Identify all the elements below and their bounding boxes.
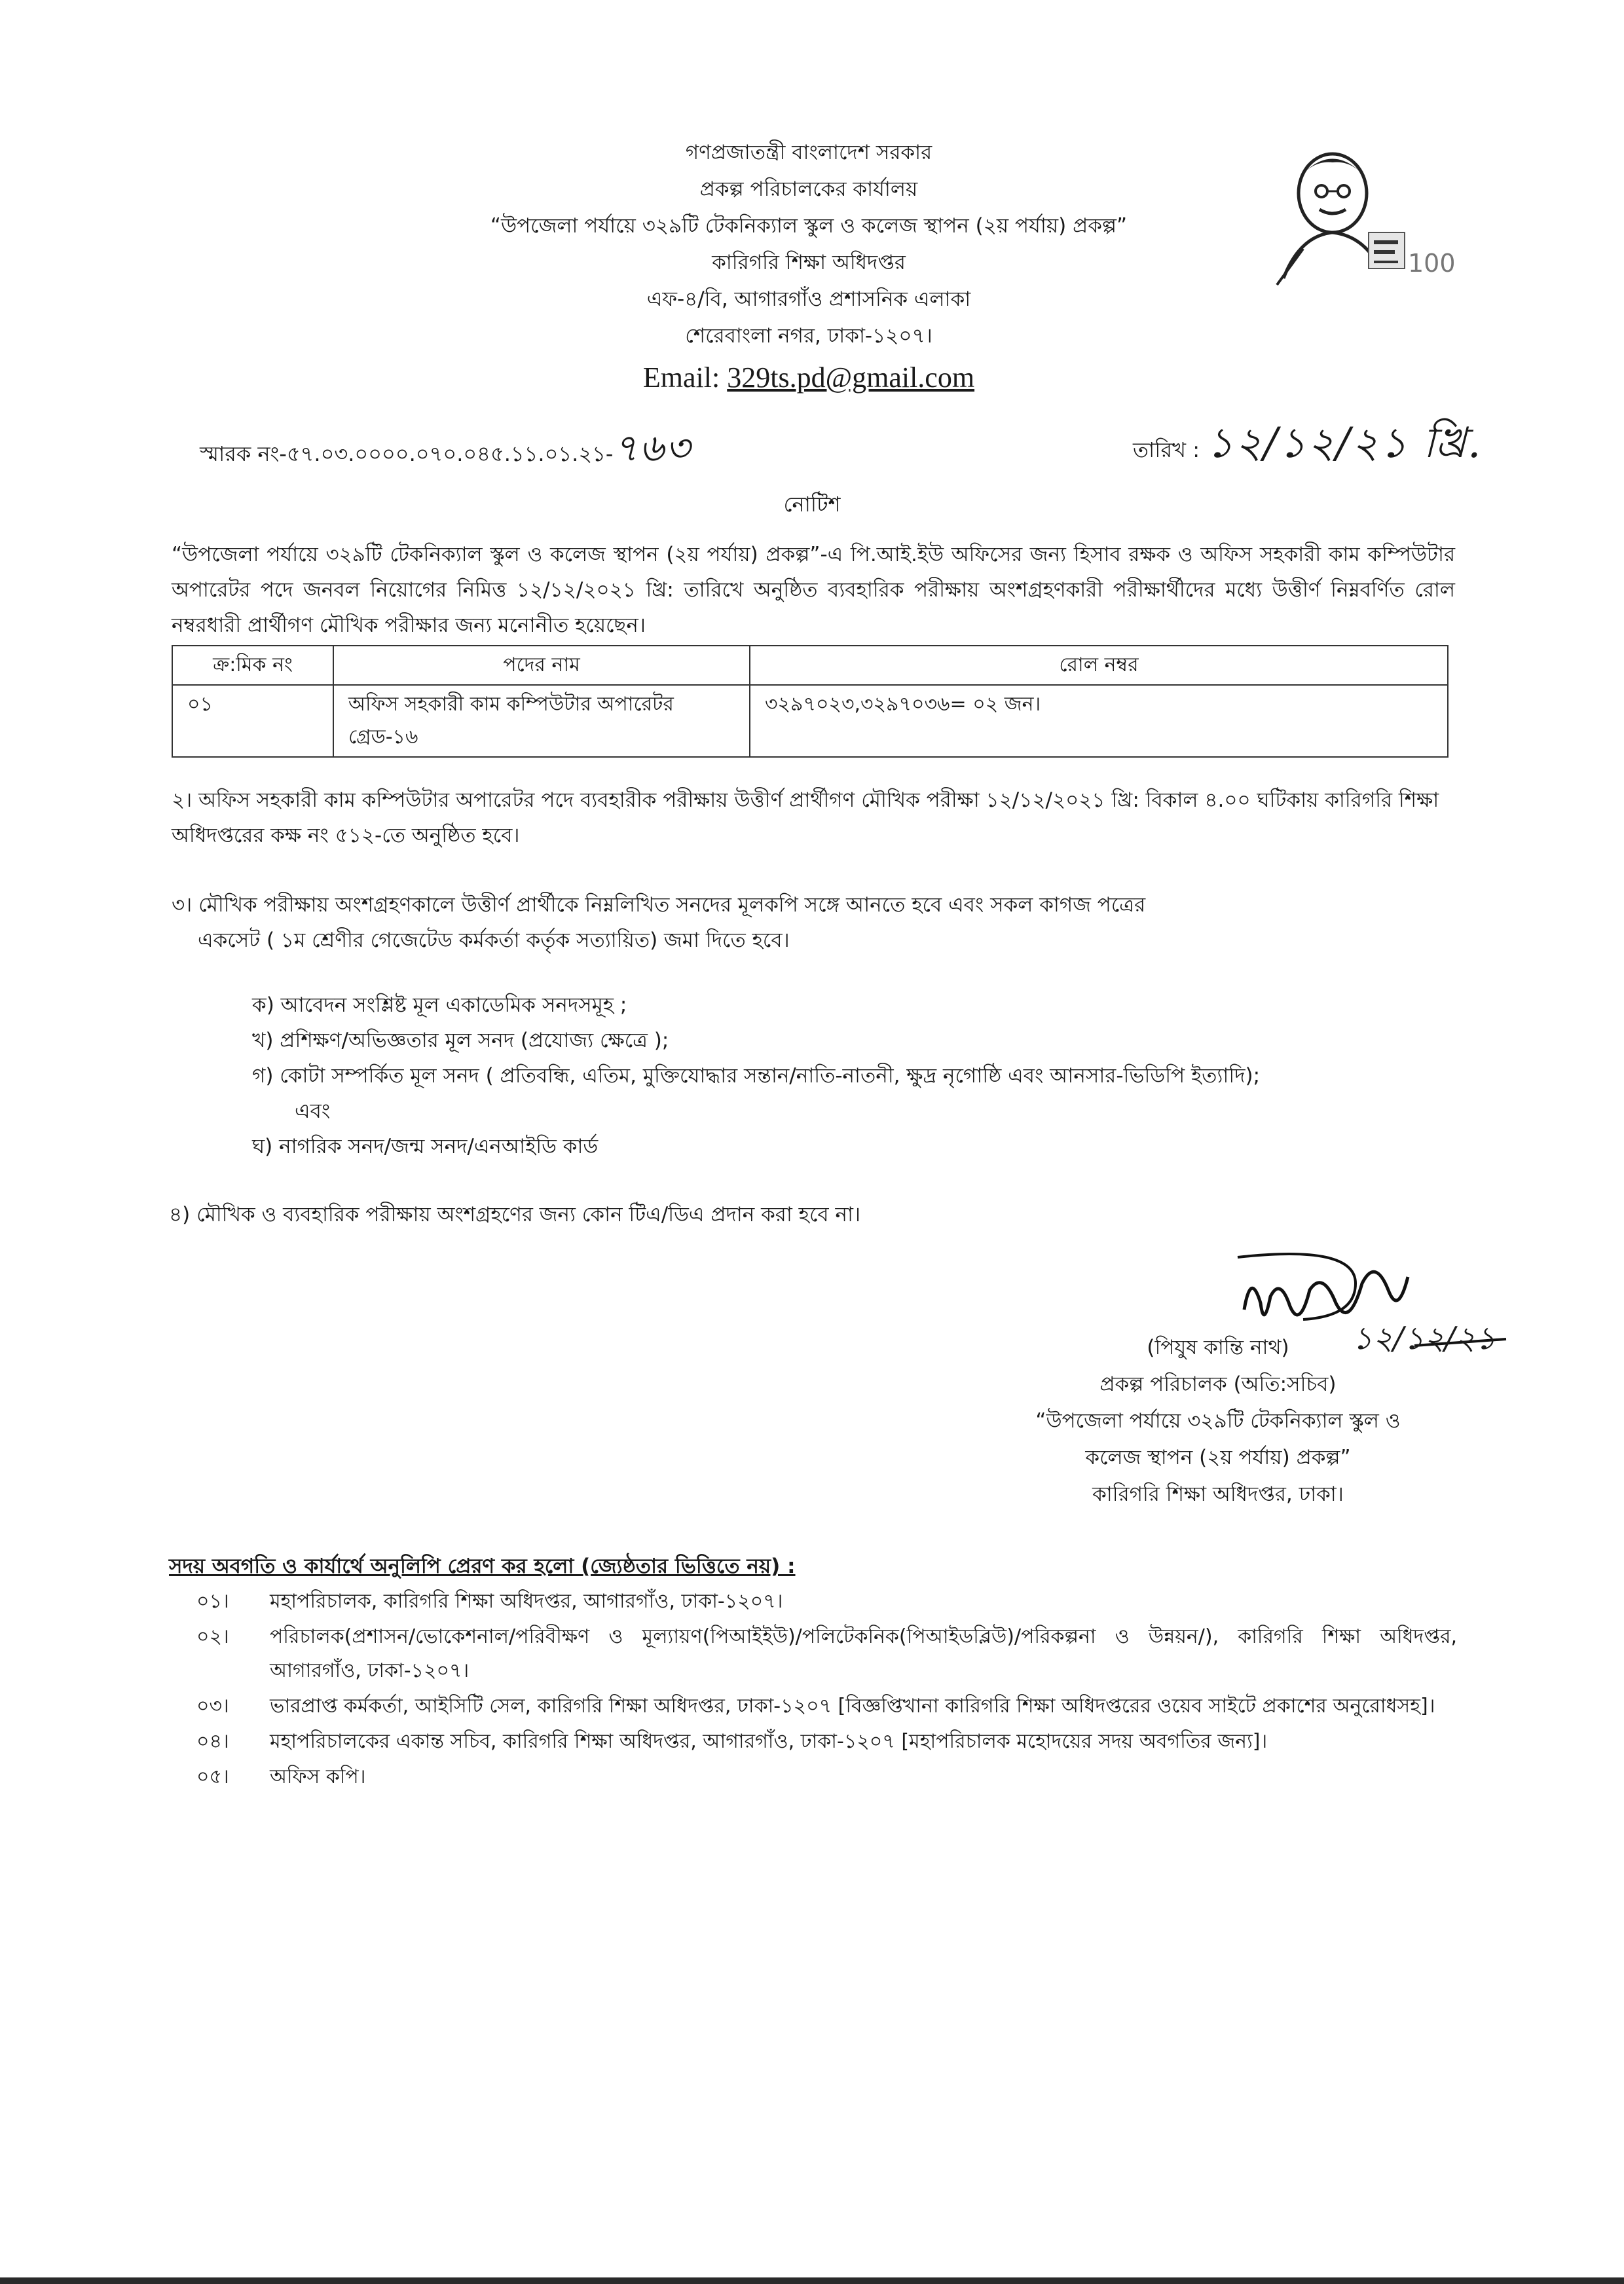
contact-email xyxy=(367,357,1251,399)
mujib-borsho-logo-icon xyxy=(1264,138,1456,288)
no-allowance-paragraph: ৪) মৌখিক ও ব্যবহারিক পরীক্ষায় অংশগ্রহণের জন্য কোন টিএ/ডিএ প্রদান করা হবে না। xyxy=(169,1203,861,1226)
selected-candidates-table xyxy=(172,645,1449,758)
copy-distribution-heading: সদয় অবগতি ও কার্যার্থে অনুলিপি প্রেরণ কর হলো (জ্যেষ্ঠতার ভিত্তিতে নয়) : xyxy=(169,1555,796,1578)
letterhead-line-address: এফ-৪/বি, আগারগাঁও প্রশাসনিক এলাকা xyxy=(646,287,971,311)
letterhead-line-project: “উপজেলা পর্যায়ে ৩২৯টি টেকনিক্যাল স্কুল ও কলেজ স্থাপন (২য় পর্যায়) প্রকল্প” xyxy=(490,214,1128,238)
letterhead-line-govt: গণপ্রজাতন্ত্রী বাংলাদেশ সরকার xyxy=(685,141,932,164)
signatory-org-line: “উপজেলা পর্যায়ে ৩২৯টি টেকনিক্যাল স্কুল ও xyxy=(1035,1409,1401,1433)
documents-instruction-paragraph xyxy=(172,887,1455,958)
list-item-text: খ) প্রশিক্ষণ/অভিজ্ঞতার মূল সনদ (প্রযোজ্য ক্ষেত্রে ); xyxy=(252,1029,669,1052)
signatory-name: (পিযুষ কান্তি নাথ) xyxy=(1147,1336,1289,1359)
list-item-number: ০১। xyxy=(196,1590,229,1613)
signatory-org-line: কারিগরি শিক্ষা অধিদপ্তর, ঢাকা। xyxy=(1092,1483,1344,1506)
letterhead xyxy=(367,134,1251,399)
letterhead-line-city: শেরেবাংলা নগর, ঢাকা-১২০৭। xyxy=(685,324,932,348)
list-item-text: পরিচালক(প্রশাসন/ভোকেশনাল/পরিবীক্ষণ ও মূল্যায়ণ(পিআইইউ)/পলিটেকনিক(পিআইডব্লিউ)/পরিকল্পনা ও উন্নয়ন/), কারিগরি শিক্ষা অধিদপ্তর, আগারগাঁও, ঢাকা-১২০৭। xyxy=(270,1625,1457,1682)
list-item-text: মহাপরিচালক, কারিগরি শিক্ষা অধিদপ্তর, আগারগাঁও, ঢাকা-১২০৭। xyxy=(270,1590,783,1613)
list-item xyxy=(252,1129,1464,1164)
cell-serial: ০১ xyxy=(172,685,333,757)
list-item xyxy=(196,1760,1457,1794)
list-item-text: অফিস কপি। xyxy=(270,1765,366,1788)
list-item-number: ০৩। xyxy=(196,1695,229,1718)
list-item-number: ০৫। xyxy=(196,1765,229,1788)
list-item-continuation: এবং xyxy=(295,1099,331,1123)
documents-instruction-continuation: একসেট ( ১ম শ্রেণীর গেজেটেড কর্মকর্তা কর্তৃক সত্যায়িত) জমা দিতে হবে। xyxy=(198,929,790,952)
post-grade: গ্রেড-১৬ xyxy=(348,726,418,748)
email-label: Email: xyxy=(642,361,720,394)
letterhead-line-office: প্রকল্প পরিচালকের কার্যালয় xyxy=(699,177,918,201)
list-item xyxy=(252,1023,1464,1058)
date-handwritten-value: ১২/১২/২১ খ্রি. xyxy=(1206,419,1483,468)
copy-distribution-list xyxy=(196,1585,1457,1796)
documents-instruction-line: ৩। মৌখিক পরীক্ষায় অংশগ্রহণকালে উত্তীর্ণ প্রার্থীকে নিম্নলিখিত সনদের মূলকপি সঙ্গে আনতে হবে এবং সকল কাগজ পত্রের xyxy=(172,893,1146,917)
list-item xyxy=(196,1689,1457,1723)
email-address-link[interactable]: 329ts.pd@gmail.com xyxy=(727,361,975,394)
page-bottom-edge xyxy=(0,2277,1624,2284)
list-item xyxy=(196,1585,1457,1619)
signatory-title: প্রকল্প পরিচালক (অতি:সচিব) xyxy=(1099,1372,1337,1396)
svg-text:100: 100 xyxy=(1408,249,1456,278)
memo-handwritten-number: ৭৬৩ xyxy=(613,426,692,470)
signature-block xyxy=(969,1320,1496,1513)
list-item xyxy=(196,1725,1457,1759)
exam-schedule-paragraph: ২। অফিস সহকারী কাম কম্পিউটার অপারেটর পদে ব্যবহারীক পরীক্ষায় উত্তীর্ণ প্রার্থীগণ মৌখিক পরীক্ষা ১২/১২/২০২১ খ্রি: বিকাল ৪.০০ ঘটিকায় কারিগরি শিক্ষা অধিদপ্তরের কক্ষ নং ৫১২-তে অনুষ্ঠিত হবে। xyxy=(172,788,1439,847)
intro-paragraph: “উপজেলা পর্যায়ে ৩২৯টি টেকনিক্যাল স্কুল ও কলেজ স্থাপন (২য় পর্যায়) প্রকল্প”-এ পি.আই.ইউ অফিসের জন্য হিসাব রক্ষক ও অফিস সহকারী কাম কম্পিউটার অপারেটর পদে জনবল নিয়োগের নিমিত্ত ১২/১২/২০২১ খ্রি: তারিখে অনুষ্ঠিত ব্যবহারিক পরীক্ষায় অংশগ্রহণকারী পরীক্ষার্থীদের মধ্যে উত্তীর্ণ নিম্নবর্ণিত রোল নম্বরধারী প্রার্থীগণ মৌখিক পরীক্ষার জন্য মনোনীত হয়েছেন। xyxy=(172,543,1455,637)
letterhead-line-department: কারিগরি শিক্ষা অধিদপ্তর xyxy=(712,251,906,274)
date-label: তারিখ : xyxy=(1133,437,1200,462)
list-item-number: ০২। xyxy=(196,1625,229,1648)
list-item xyxy=(252,987,1464,1023)
memo-date xyxy=(1133,411,1482,481)
table-header-row xyxy=(172,646,1448,685)
column-header-post: পদের নাম xyxy=(333,646,750,685)
memo-label: স্মারক নং-৫৭.০৩.০০০০.০৭০.০৪৫.১১.০১.২১- xyxy=(200,441,614,466)
required-documents-list xyxy=(252,987,1464,1164)
table-row xyxy=(172,685,1448,757)
cell-post xyxy=(333,685,750,757)
list-item xyxy=(196,1620,1457,1688)
list-item-text: গ) কোটা সম্পর্কিত মূল সনদ ( প্রতিবন্ধি, এতিম, মুক্তিযোদ্ধার সন্তান/নাতি-নাতনী, ক্ষুদ্র নৃগোষ্ঠি এবং আনসার-ভিডিপি ইত্যাদি); xyxy=(252,1064,1261,1088)
notice-title: নোটিশ xyxy=(783,492,841,517)
cell-roll-numbers: ৩২৯৭০২৩,৩২৯৭০৩৬= ০২ জন। xyxy=(750,685,1448,757)
memo-number xyxy=(200,419,692,483)
column-header-serial: ক্র:মিক নং xyxy=(172,646,333,685)
signatory-name-line xyxy=(969,1320,1496,1366)
list-item-text: ক) আবেদন সংশ্লিষ্ট মূল একাডেমিক সনদসমূহ ; xyxy=(252,993,627,1017)
list-item-text: ভারপ্রাপ্ত কর্মকর্তা, আইসিটি সেল, কারিগরি শিক্ষা অধিদপ্তর, ঢাকা-১২০৭ [বিজ্ঞপ্তিখানা কারিগরি শিক্ষা অধিদপ্তরের ওয়েব সাইটে প্রকাশের অনুরোধসহ]। xyxy=(270,1695,1435,1718)
list-item xyxy=(252,1058,1464,1129)
signatory-org-line: কলেজ স্থাপন (২য় পর্যায়) প্রকল্প” xyxy=(1085,1446,1351,1469)
list-item-text: ঘ) নাগরিক সনদ/জন্ম সনদ/এনআইডি কার্ড xyxy=(252,1135,599,1158)
list-item-number: ০৪। xyxy=(196,1730,229,1753)
column-header-roll: রোল নম্বর xyxy=(750,646,1448,685)
list-item-text: মহাপরিচালকের একান্ত সচিব, কারিগরি শিক্ষা অধিদপ্তর, আগারগাঁও, ঢাকা-১২০৭ [মহাপরিচালক মহোদয়ের সদয় অবগতির জন্য]। xyxy=(270,1730,1268,1753)
signature-handwritten-date: ১২/১২/২১ xyxy=(1352,1320,1496,1357)
post-name: অফিস সহকারী কাম কম্পিউটার অপারেটর xyxy=(348,693,674,716)
